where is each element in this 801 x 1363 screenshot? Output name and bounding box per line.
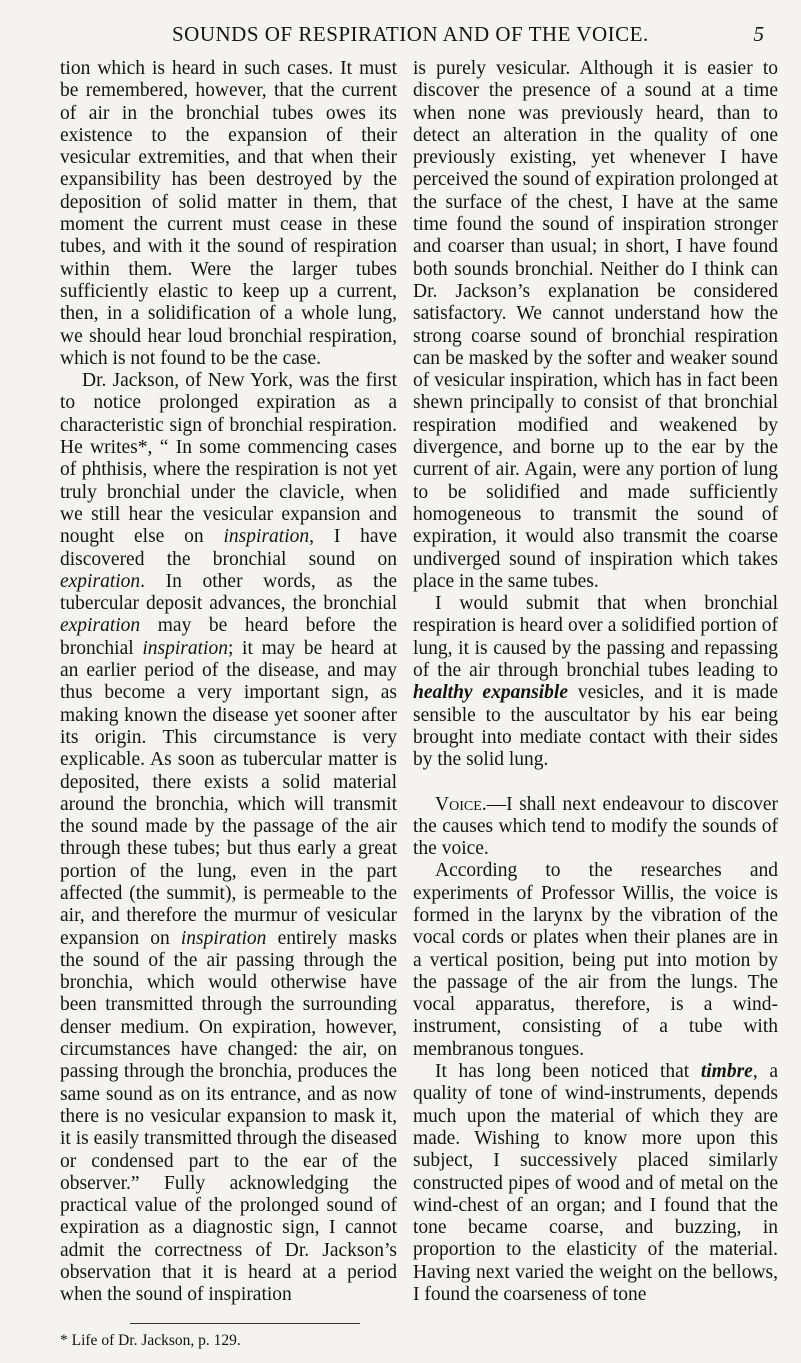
paragraph: is purely vesicular. Although it is easier to discover the presence of a sound at a time when none was previously heard, than to detect an alteration in the quality of one previously existing, yet whenever I have perceived the sound of expiration prolonged at the surface of the chest, I have at the same time found the sound of inspiration stronger and coarser than usual; in short, I have found both sounds bronchial. Neither do I think can Dr. Jackson’s explanation be considered satisfactory. We cannot understand how the strong coarse sound of bronchial respiration can be masked by the softer and weaker sound of vesicular inspiration, which has in fact been shewn principally to consist of that bronchial respiration modified and weakened by divergence, and borne up to the ear by the current of air. Again, were any portion of lung to be solidified and made sufficiently homogeneous to transmit the sound of expiration, it would also transmit the coarse undiverged sound of inspiration which takes place in the same tubes. — [413, 58, 778, 592]
paragraph: tion which is heard in such cases. It must be remembered, however, that the current of air in the bronchial tubes owes its existence to the expansion of their vesicular extremities, and that when their expansibility has been destroyed by the deposition of solid matter in them, that moment the current must cease in these tubes, and with it the sound of respiration within them. Were the larger tubes sufficiently elastic to keep up a current, then, in a solidification of a whole lung, we should hear loud bronchial respiration, which is not found to be the case. — [60, 58, 397, 369]
paragraph: I would submit that when bronchial respiration is heard over a solidified portion of lung, it is caused by the passing and repassing of the air through bronchial tubes leading to healthy expansible vesicles, and it is made sensible to the auscultator by his ear being brought into mediate contact with their sides by the solid lung. — [413, 593, 778, 771]
footnote-divider — [130, 1323, 360, 1324]
page-number: 5 — [753, 22, 764, 46]
paragraph: According to the researches and experiments of Professor Willis, the voice is formed in the larynx by the vibration of the vocal cords or plates when their planes are in a vertical position, being put into motion by the passage of the air from the lungs. The vocal apparatus, therefore, is a wind-instrument, consisting of a tube with membranous tongues. — [413, 860, 778, 1060]
page-header — [62, 22, 772, 50]
paragraph: Voice.—I shall next endeavour to discover the causes which tend to modify the sounds of the voice. — [413, 793, 778, 860]
left-column — [60, 58, 397, 1352]
right-column — [413, 58, 778, 1306]
running-title: SOUNDS OF RESPIRATION AND OF THE VOICE. — [172, 22, 649, 46]
paragraph: Dr. Jackson, of New York, was the first to notice prolonged expiration as a characteristic sign of bronchial respiration. He writes*, “ In some commencing cases of phthisis, where the respiration is not yet truly bronchial under the clavicle, when we still hear the vesicular expansion and nought else on inspiration, I have discovered the bronchial sound on expiration. In other words, as the tubercular deposit advances, the bronchial expiration may be heard before the bronchial inspiration; it may be heard at an earlier period of the disease, and may thus become a very important sign, as making known the disease yet sooner after its origin. This circumstance is very explicable. As soon as tubercular matter is deposited, there exists a solid material around the bronchia, which will transmit the sound made by the passage of the air through these tubes; but thus early a great portion of the lung, even in the part affected (the summit), is permeable to the air, and therefore the murmur of vesicular expansion on inspiration entirely masks the sound of the air passing through the bronchia, which would otherwise have been transmitted through the surrounding denser medium. On expiration, however, circumstances have changed: the air, on passing through the bronchia, produces the same sound as on its entrance, and as now there is no vesicular expansion to mask it, it is easily transmitted through the diseased or condensed part to the ear of the observer.” Fully acknowledging the practical value of the prolonged sound of expiration as a diagnostic sign, I cannot admit the correctness of Dr. Jackson’s observation that it is heard at a period when the sound of inspiration — [60, 370, 398, 1306]
paragraph: It has long been noticed that timbre, a quality of tone of wind-instruments, depends much upon the material of which they are made. Wishing to know more upon this subject, I successively placed similarly constructed pipes of wood and of metal on the wind-chest of an organ; and I found that the tone became coarse, and buzzing, in proportion to the elasticity of the material. Having next varied the weight on the bellows, I found the coarseness of tone — [413, 1061, 778, 1306]
footnote: * Life of Dr. Jackson, p. 129. — [60, 1331, 241, 1349]
section-heading: Voice — [435, 793, 482, 815]
